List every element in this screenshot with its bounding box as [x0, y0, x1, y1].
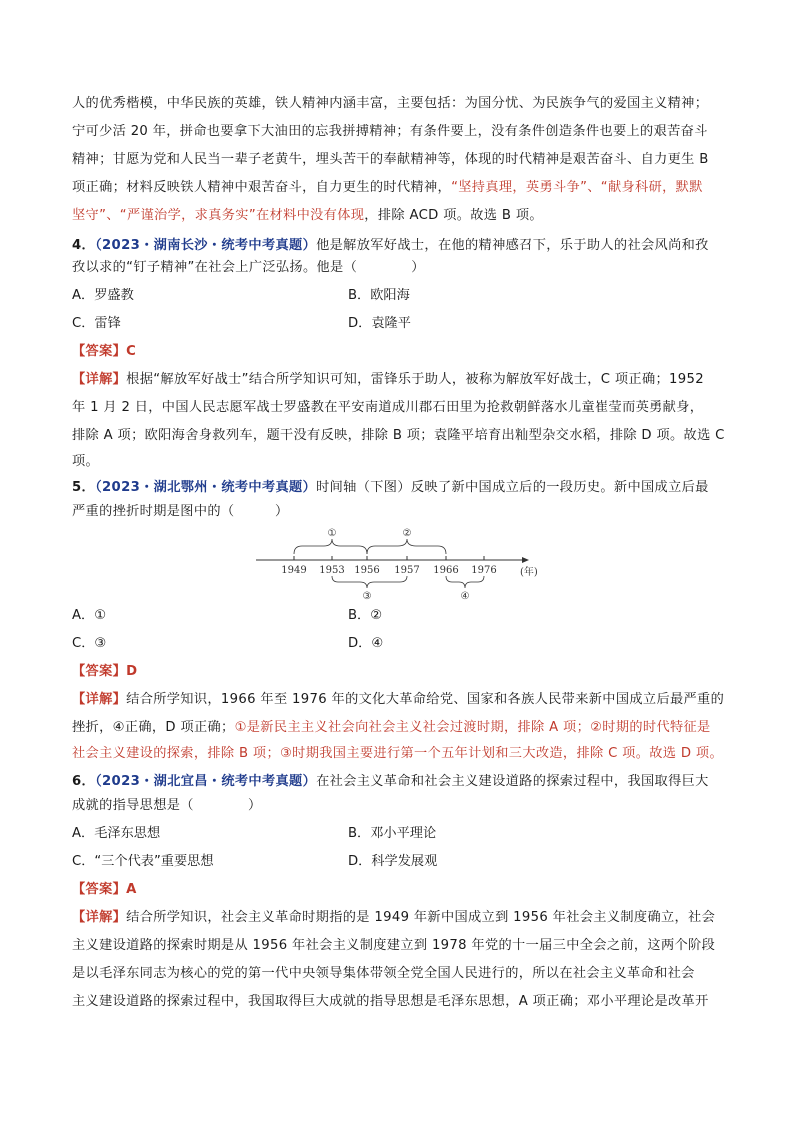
year-label: 1956	[354, 565, 380, 576]
detail-text: 精神；甘愿为党和人民当一辈子老黄牛，埋头苦干的奉献精神等，体现的时代精神是艰苦奋斗、自力更生 B	[72, 152, 709, 167]
option-d: D．袁隆平	[348, 316, 411, 331]
detail-text: 宁可少活 20 年，拼命也要拿下大油田的忘我拼搏精神；有条件要上，没有条件创造条件也要上的艰苦奋斗	[72, 124, 708, 139]
answer-label: 【答案】C	[72, 344, 137, 359]
detail-text: 人的优秀楷模，中华民族的英雄，铁人精神内涵丰富，主要包括：为国分忧、为民族争气的爱国主义精神；	[72, 96, 709, 111]
question-5-stem: 5．（2023・湖北鄂州・统考中考真题）时间轴（下图）反映了新中国成立后的一段历史。新中国成立后最	[72, 480, 709, 495]
year-label: 1953	[319, 565, 345, 576]
option-a: A．罗盛教	[72, 288, 134, 303]
detail-text: 【详解】结合所学知识，社会主义革命时期指的是 1949 年新中国成立到 1956 年社会主义制度确立，社会	[72, 910, 716, 925]
option-a: A．毛泽东思想	[72, 826, 161, 841]
answer-label: 【答案】D	[72, 664, 138, 679]
question-5-stem: 严重的挫折时期是图中的（ ）	[72, 504, 289, 519]
period-mark: ④	[460, 591, 470, 602]
option-d: D．④	[348, 636, 384, 651]
detail-text: 【详解】结合所学知识，1966 年至 1976 年的文化大革命给党、国家和各族人民带来新中国成立后最严重的	[72, 692, 725, 707]
question-4-stem: 4．（2023・湖南长沙・统考中考真题）他是解放军好战士，在他的精神感召下，乐于助人的社会风尚和孜	[72, 238, 709, 253]
question-source: （2023・湖北宜昌・统考中考真题）	[95, 774, 317, 789]
year-label: 1966	[433, 565, 459, 576]
timeline-figure	[250, 524, 550, 602]
option-c: C．“三个代表”重要思想	[72, 854, 214, 869]
detail-text: 排除 A 项；欧阳海舍身救列车，题干没有反映，排除 B 项；袁隆平培育出籼型杂交水稻，排除 D 项。故选 C	[72, 428, 725, 443]
brace-4	[446, 576, 484, 588]
detail-text: 主义建设道路的探索过程中，我国取得巨大成就的指导思想是毛泽东思想，A 项正确；邓小平理论是改革开	[72, 994, 709, 1009]
option-b: B．欧阳海	[348, 288, 410, 303]
year-label: 1957	[394, 565, 420, 576]
option-b: B．②	[348, 608, 383, 623]
brace-2	[367, 539, 446, 554]
option-a: A．①	[72, 608, 107, 623]
detail-text: 项。	[72, 454, 100, 469]
brace-3	[332, 576, 407, 588]
brace-1	[294, 539, 367, 554]
detail-text: 挫折，④正确，D 项正确；①是新民主主义社会向社会主义社会过渡时期，排除 A 项；②时期的时代特征是	[72, 720, 711, 735]
period-mark: ①	[327, 528, 337, 539]
detail-text: 是以毛泽东同志为核心的党的第一代中央领导集体带领全党全国人民进行的，所以在社会主义革命和社会	[72, 966, 695, 981]
unit-label: (年)	[520, 567, 538, 578]
detail-text: 项正确；材料反映铁人精神中艰苦奋斗，自力更生的时代精神，“坚持真理，英勇斗争”、“献身科研，默默	[72, 180, 703, 195]
detail-text: 年 1 月 2 日，中国人民志愿军战士罗盛教在平安南道成川郡石田里为抢救朝鲜落水儿童崔莹而英勇献身，	[72, 400, 704, 415]
question-6-stem: 成就的指导思想是（ ）	[72, 798, 262, 813]
question-source: （2023・湖南长沙・统考中考真题）	[95, 238, 317, 253]
year-label: 1949	[281, 565, 307, 576]
detail-text: 坚守”、“严谨治学，求真务实”在材料中没有体现，排除 ACD 项。故选 B 项。	[72, 208, 543, 223]
year-label: 1976	[471, 565, 497, 576]
arrow-icon	[522, 557, 529, 563]
question-4-stem: 孜以求的“钉子精神”在社会上广泛弘扬。他是（ ）	[72, 260, 425, 275]
detail-text: 【详解】根据“解放军好战士”结合所学知识可知，雷锋乐于助人，被称为解放军好战士，C 项正确；1952	[72, 372, 705, 387]
option-c: C．③	[72, 636, 107, 651]
question-6-stem: 6．（2023・湖北宜昌・统考中考真题）在社会主义革命和社会主义建设道路的探索过程中，我国取得巨大	[72, 774, 709, 789]
period-mark: ②	[402, 528, 412, 539]
answer-label: 【答案】A	[72, 882, 137, 897]
option-c: C．雷锋	[72, 316, 121, 331]
option-b: B．邓小平理论	[348, 826, 437, 841]
option-d: D．科学发展观	[348, 854, 438, 869]
question-source: （2023・湖北鄂州・统考中考真题）	[95, 480, 317, 495]
period-mark: ③	[362, 591, 372, 602]
detail-text: 主义建设道路的探索时期是从 1956 年社会主义制度建立到 1978 年党的十一届三中全会之前，这两个阶段	[72, 938, 716, 953]
detail-text: 社会主义建设的探索，排除 B 项；③时期我国主要进行第一个五年计划和三大改造，排除 C 项。故选 D 项。	[72, 746, 723, 761]
